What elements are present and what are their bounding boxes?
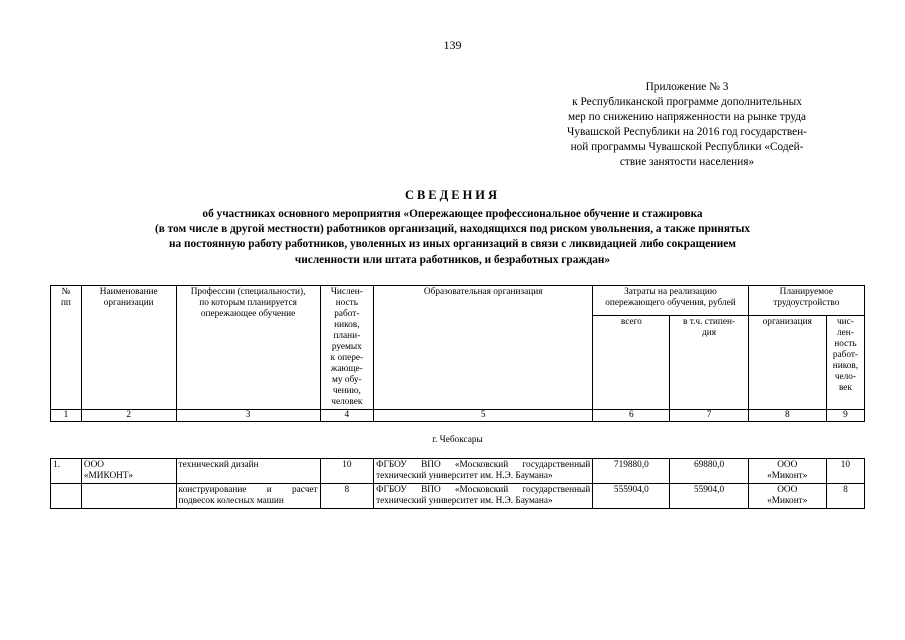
header-row (51, 286, 865, 316)
subtitle-line: численности или штата работников, и безработных граждан» (294, 253, 611, 266)
appendix-line: Приложение № 3 (645, 81, 729, 93)
row-edu-org: ФГБОУ ВПО «Московский государственный технический университет им. Н.Э. Баумана» (374, 459, 593, 484)
appendix-line: к Республиканской программе дополнительных (572, 96, 802, 108)
header-costs-stipend: в т.ч. стипен- дия (670, 315, 748, 409)
document-title: СВЕДЕНИЯ (404, 188, 501, 202)
column-number: 9 (826, 410, 864, 422)
city-row (51, 422, 865, 459)
column-number: 7 (670, 410, 748, 422)
page-number: 139 (443, 38, 462, 52)
header-edu-org: Образовательная организация (374, 286, 593, 410)
column-number: 4 (320, 410, 374, 422)
column-number: 5 (374, 410, 593, 422)
header-costs: Затраты на реализацию опережающего обучения, рублей (593, 286, 748, 316)
subtitle-line: на постоянную работу работников, уволенных из иных организаций в связи с ликвидацией либо сокращением (169, 238, 736, 251)
header-num: № пп (51, 286, 82, 410)
appendix-line: Чувашской Республики на 2016 год государствен- (567, 126, 807, 138)
header-employment-org: организация (748, 315, 826, 409)
city-name: г. Чебоксары (51, 422, 865, 459)
row-count: 8 (320, 484, 374, 509)
document-subtitle (40, 207, 865, 268)
appendix-note (522, 80, 852, 170)
header-count: Числен- ность работ- ников, плани- руемых к опере- жающе- му обу- чению, человек (320, 286, 374, 410)
participants-table (50, 285, 865, 509)
row-count: 10 (320, 459, 374, 484)
appendix-line: ствие занятости населения» (619, 156, 755, 168)
row-org-name (81, 484, 176, 509)
row-org-name: ООО «МИКОНТ» (81, 459, 176, 484)
row-num (51, 484, 82, 509)
header-profession: Профессии (специальности), по которым планируется опережающее обучение (176, 286, 320, 410)
column-number: 1 (51, 410, 82, 422)
column-number: 3 (176, 410, 320, 422)
row-costs-total: 719880,0 (593, 459, 670, 484)
row-costs-stipend: 69880,0 (670, 459, 748, 484)
row-employment-count: 8 (826, 484, 864, 509)
row-profession: конструирование и расчет подвесок колесных машин (176, 484, 320, 509)
column-number: 6 (593, 410, 670, 422)
row-employment-count: 10 (826, 459, 864, 484)
header-org-name: Наименование организации (81, 286, 176, 410)
subtitle-line: об участниках основного мероприятия «Опережающее профессиональное обучение и стажировка (202, 208, 703, 220)
appendix-line: мер по снижению напряженности на рынке труда (567, 111, 807, 123)
row-edu-org: ФГБОУ ВПО «Московский государственный технический университет им. Н.Э. Баумана» (374, 484, 593, 509)
row-costs-total: 555904,0 (593, 484, 670, 509)
row-employment-org: ООО «Миконт» (748, 484, 826, 509)
column-number: 8 (748, 410, 826, 422)
column-number-row (51, 410, 865, 422)
row-employment-org: ООО «Миконт» (748, 459, 826, 484)
header-employment: Планируемое трудоустройство (748, 286, 864, 316)
table-row (51, 484, 865, 509)
row-costs-stipend: 55904,0 (670, 484, 748, 509)
table-row (51, 459, 865, 484)
appendix-line: ной программы Чувашской Республики «Содей- (570, 141, 804, 153)
subtitle-line: (в том числе в другой местности) работников организаций, находящихся под риском увольнения, а также принятых (154, 223, 751, 236)
column-number: 2 (81, 410, 176, 422)
row-profession: технический дизайн (176, 459, 320, 484)
header-costs-total: всего (593, 315, 670, 409)
header-employment-count: чис- лен- ность работ- ников, чело- век (826, 315, 864, 409)
row-num: 1. (51, 459, 82, 484)
